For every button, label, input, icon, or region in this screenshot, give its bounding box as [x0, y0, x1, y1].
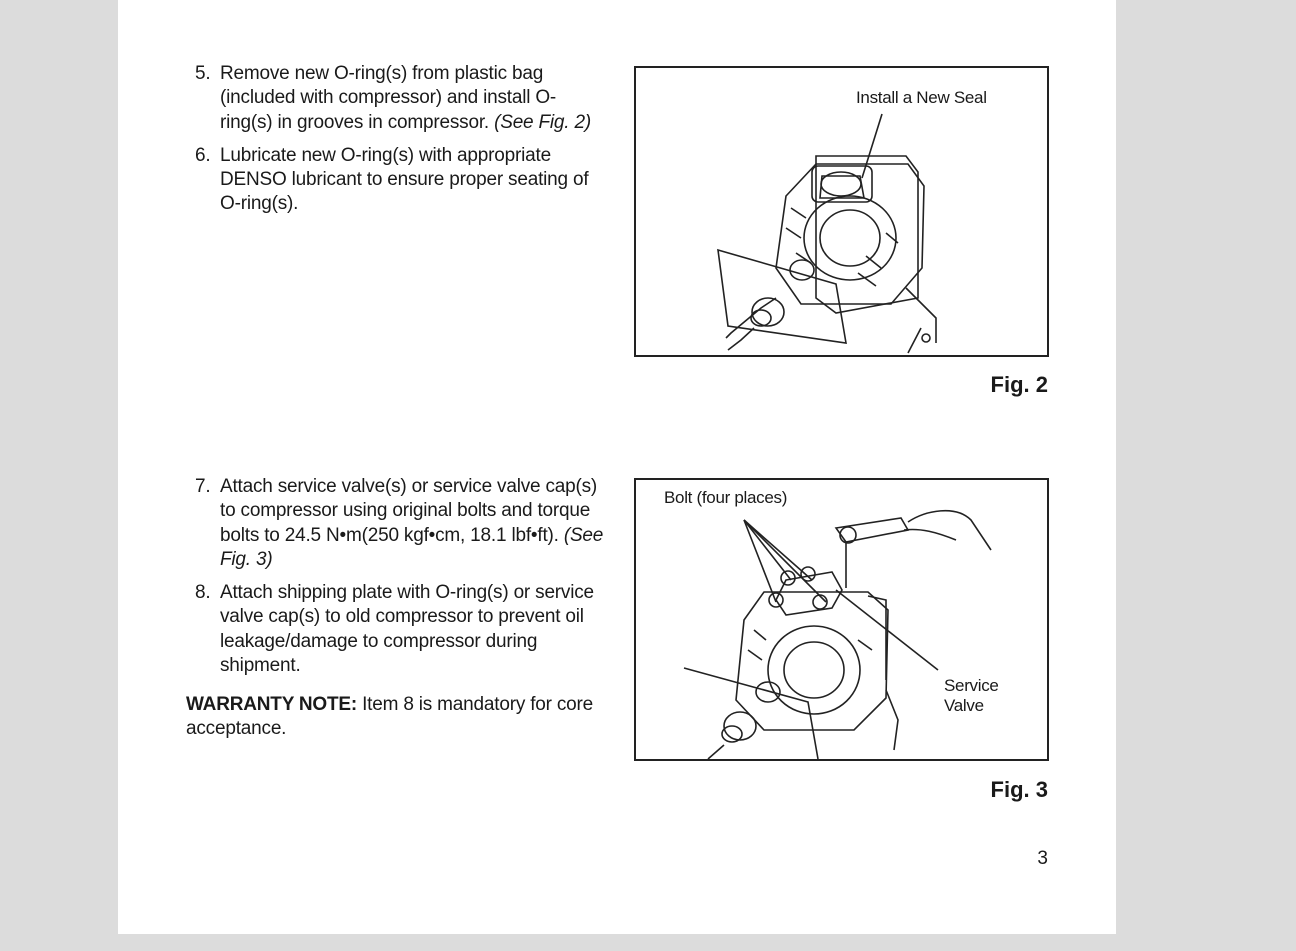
step-figure-ref: (See Fig. 2) [494, 111, 591, 133]
steps-list-bottom [118, 475, 608, 687]
install-seal-callout: Install a New Seal [856, 88, 987, 107]
service-valve-callout-line2: Valve [944, 696, 984, 715]
compressor-seal-drawing [636, 68, 1047, 355]
manual-page [118, 0, 1116, 934]
step-item [118, 475, 608, 572]
warranty-label: WARRANTY NOTE: [186, 694, 358, 715]
figure-3-illustration [634, 478, 1049, 761]
compressor-valve-drawing [636, 480, 1047, 759]
step-number: 6. [195, 144, 211, 166]
page-number: 3 [1037, 848, 1048, 869]
bolt-callout: Bolt (four places) [664, 488, 788, 507]
step-text: Attach service valve(s) or service valve cap(s) to compressor using original bolts and torque bolts to 24.5 N•m(250 kgf•cm, 18.1 lbf•ft). [220, 476, 598, 546]
step-item [118, 62, 608, 135]
step-figure-ref: (See Fig. 3) [220, 524, 604, 570]
step-number: 7. [195, 476, 211, 497]
figure-3-caption: Fig. 3 [990, 777, 1048, 802]
step-item [118, 144, 608, 217]
step-number: 8. [195, 582, 211, 604]
figure-2-caption: Fig. 2 [990, 372, 1048, 397]
step-text: Lubricate new O-ring(s) with appropriate DENSO lubricant to ensure proper seating of O-ring(s). [220, 144, 589, 215]
warranty-note [186, 693, 616, 742]
warranty-text: Item 8 is mandatory for core acceptance. [186, 694, 594, 740]
step-text: Remove new O-ring(s) from plastic bag (included with compressor) and install O-ring(s) in grooves in compressor. [220, 63, 557, 133]
step-item [118, 581, 608, 678]
service-valve-callout-line1: Service [944, 676, 999, 695]
steps-list-top [118, 62, 608, 226]
figure-2-illustration [634, 66, 1049, 357]
step-number: 5. [195, 63, 211, 84]
step-text: Attach shipping plate with O-ring(s) or service valve cap(s) to old compressor to prevent oil leakage/damage to compressor during shipment. [220, 582, 594, 677]
